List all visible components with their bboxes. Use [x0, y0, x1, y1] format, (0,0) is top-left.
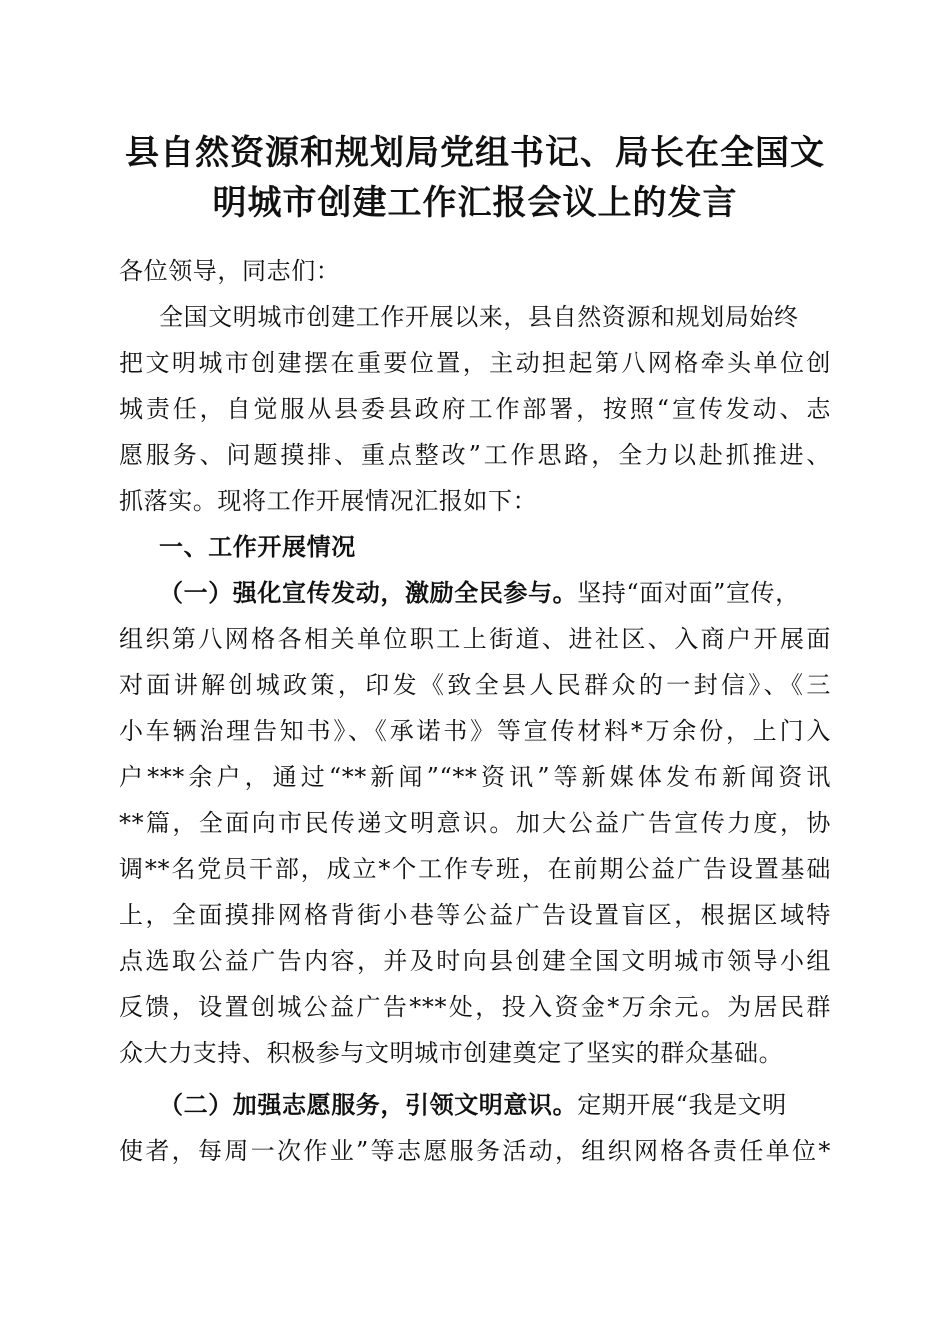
salutation: 各位领导，同志们：	[119, 257, 341, 285]
paragraph-line: 众大力支持、积极参与文明城市创建奠定了坚实的群众基础。	[119, 1039, 784, 1067]
title-line-2: 明城市创建工作汇报会议上的发言	[212, 183, 738, 223]
paragraph-line: 点选取公益广告内容，并及时向县创建全国文明城市领导小组	[119, 947, 831, 975]
paragraph-line: **篇，全面向市民传递文明意识。加大公益广告宣传力度，协	[119, 809, 831, 837]
intro-line: 把文明城市创建摆在重要位置，主动担起第八网格牵头单位创	[119, 349, 831, 377]
document-title	[110, 128, 840, 228]
paragraph-line: 使者，每周一次作业”等志愿服务活动，组织网格各责任单位*	[119, 1137, 831, 1165]
paragraph-1-heading: （一）强化宣传发动，激励全民参与。	[159, 578, 578, 607]
intro-line: 抓落实。现将工作开展情况汇报如下：	[119, 487, 538, 515]
section-heading-1: 一、工作开展情况	[159, 532, 356, 561]
paragraph-2	[119, 1082, 831, 1174]
paragraph-line: 组织第八网格各相关单位职工上街道、进社区、入商户开展面	[119, 625, 831, 653]
paragraph-1	[119, 570, 831, 1076]
paragraph-line: 上，全面摸排网格背街小巷等公益广告设置盲区，根据区域特	[119, 901, 831, 929]
paragraph-1-first-line	[119, 570, 831, 616]
document-body	[119, 248, 831, 1174]
paragraph-line: 户***余户，通过“**新闻”“**资讯”等新媒体发布新闻资讯	[119, 763, 831, 791]
intro-line: 全国文明城市创建工作开展以来，县自然资源和规划局始终	[159, 303, 799, 331]
paragraph-line: 小车辆治理告知书》、《承诺书》等宣传材料*万余份，上门入	[119, 717, 831, 745]
title-line-1: 县自然资源和规划局党组书记、局长在全国文	[125, 133, 825, 173]
paragraph-2-first-line	[119, 1082, 831, 1128]
paragraph-2-heading: （二）加强志愿服务，引领文明意识。	[159, 1090, 578, 1119]
paragraph-2-first-rest: 定期开展“我是文明	[577, 1091, 787, 1119]
paragraph-line: 反馈，设置创城公益广告***处，投入资金*万余元。为居民群	[119, 993, 831, 1021]
intro-line: 城责任，自觉服从县委县政府工作部署，按照“宣传发动、志	[119, 395, 831, 423]
intro-paragraph	[119, 294, 831, 524]
paragraph-line: 调**名党员干部，成立*个工作专班，在前期公益广告设置基础	[119, 855, 831, 883]
paragraph-1-first-rest: 坚持“面对面”宣传，	[577, 579, 800, 607]
paragraph-line: 对面讲解创城政策，印发《致全县人民群众的一封信》、《三	[119, 671, 831, 699]
intro-line: 愿服务、问题摸排、重点整改”工作思路，全力以赴抓推进、	[119, 441, 831, 469]
